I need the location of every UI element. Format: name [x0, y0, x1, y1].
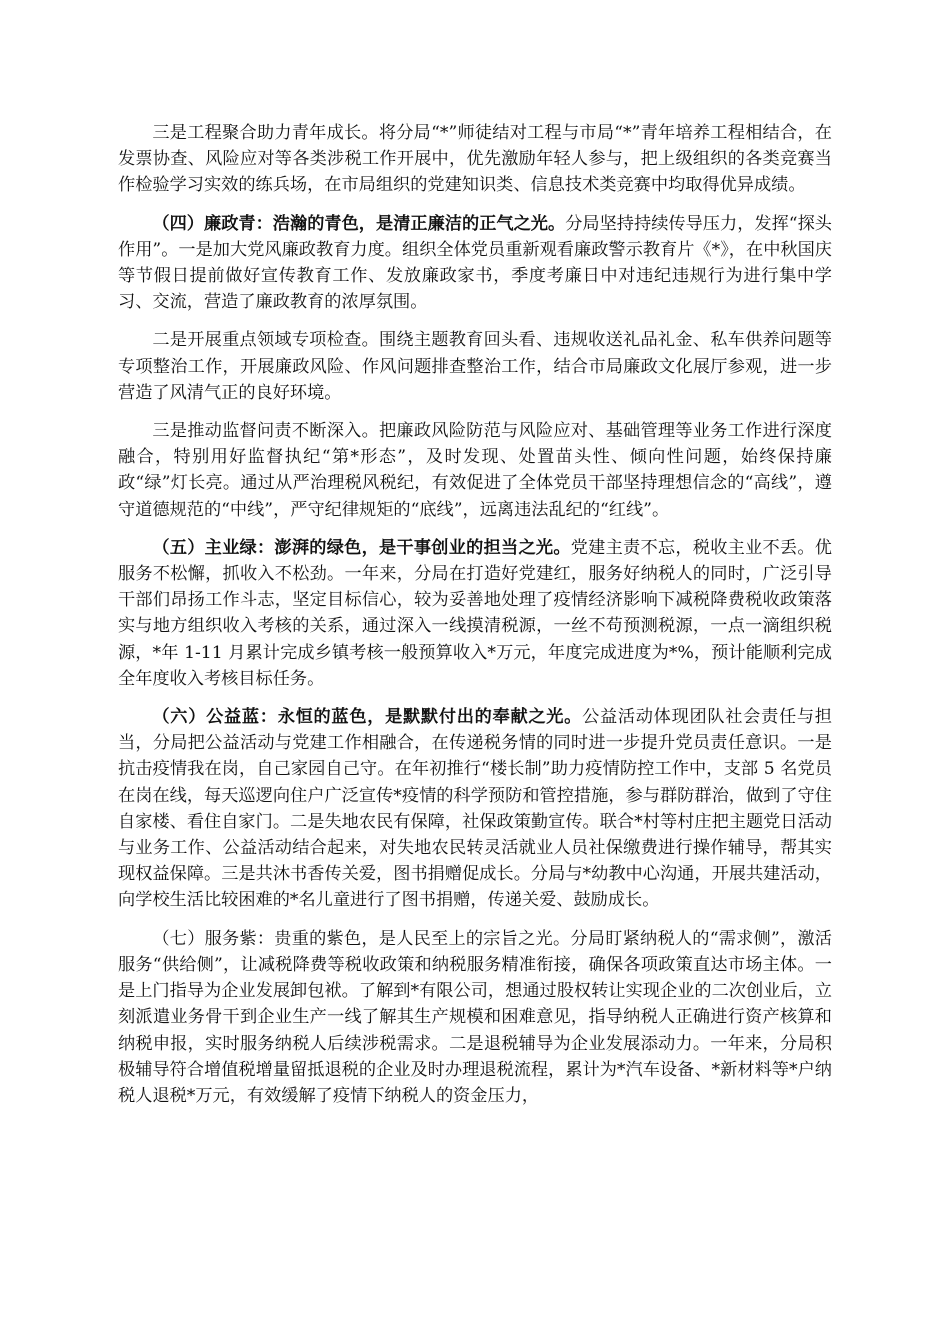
- paragraph-lead: （六）公益蓝：永恒的蓝色，是默默付出的奉献之光。: [152, 707, 583, 728]
- paragraph-text: 三是推动监督问责不断深入。把廉政风险防范与风险应对、基础管理等业务工作进行深度融合，特别用好监督执纪“第*形态”，及时发现、处置苗头性、倾向性问题，始终保持廉政“绿”灯长亮。通过从严治理税风税纪，有效促进了全体党员干部坚持理想信念的“高线”，遵守道德规范的“中线”，严守纪律规矩的“底线”，远离违法乱纪的“红线”。: [118, 421, 832, 520]
- paragraph-main-business-green: [118, 535, 832, 692]
- paragraph-text: 二是开展重点领域专项检查。围绕主题教育回头看、违规收送礼品礼金、私车供养问题等专项整治工作，开展廉政风险、作风问题排查整治工作，结合市局廉政文化展厅参观，进一步营造了风清气正的良好环境。: [118, 330, 832, 403]
- paragraph-supervision: [118, 418, 832, 523]
- paragraph-text: 公益活动体现团队社会责任与担当，分局把公益活动与党建工作相融合，在传递税务情的同时进一步提升党员责任意识。一是抗击疫情我在岗，自己家园自己守。在年初推行“楼长制”助力疫情防控工作中，支部 5 名党员在岗在线，每天巡逻向住户广泛宣传*疫情的科学预防和管控措施，参与群防群治，做到了守住自家楼、看住自家门。二是失地农民有保障，社保政策勤宣传。联合*村等村庄把主题党日活动与业务工作、公益活动结合起来，对失地农民转灵活就业人员社保缴费进行操作辅导，帮其实现权益保障。三是共沐书香传关爱，图书捐赠促成长。分局与*幼教中心沟通，开展共建活动，向学校生活比较困难的*名儿童进行了图书捐赠，传递关爱、鼓励成长。: [118, 707, 832, 911]
- paragraph-service-purple: [118, 926, 832, 1109]
- paragraph-text: 分局坚持持续传导压力，发挥“探头作用”。一是加大党风廉政教育力度。组织全体党员重新观看廉政警示教育片《*》，在中秋国庆等节假日提前做好宣传教育工作、发放廉政家书，季度考廉日中对违纪违规行为进行集中学习、交流，营造了廉政教育的浓厚氛围。: [118, 213, 832, 313]
- paragraph-text: （七）服务紫：贵重的紫色，是人民至上的宗旨之光。分局盯紧纳税人的“需求侧”，激活服务“供给侧”，让减税降费等税收政策和纳税服务精准衔接，确保各项政策直达市场主体。一是上门指导为企业发展卸包袱。了解到*有限公司，想通过股权转让实现企业的二次创业后，立刻派遣业务骨干到企业生产一线了解其生产规模和困难意见，指导纳税人正确进行资产核算和纳税申报，实时服务纳税人后续涉税需求。二是退税辅导为企业发展添动力。一年来，分局积极辅导符合增值税增量留抵退税的企业及时办理退税流程，累计为*汽车设备、*新材料等*户纳税人退税*万元，有效缓解了疫情下纳税人的资金压力，: [118, 928, 832, 1106]
- paragraph-youth-growth: [118, 120, 832, 199]
- paragraph-lead: （四）廉政青：浩瀚的青色，是清正廉洁的正气之光。: [152, 213, 566, 234]
- paragraph-integrity-cyan: [118, 211, 832, 316]
- paragraph-text: 党建主责不忘，税收主业不丢。优服务不松懈，抓收入不松劲。一年来，分局在打造好党建红，服务好纳税人的同时，广泛引导干部们昂扬工作斗志，坚定目标信心，较为妥善地处理了疫情经济影响下减税降费税收政策落实与地方组织收入考核的关系，通过深入一线摸清税源，一丝不苟预测税源，一点一滴组织税源，*年 1-11 月累计完成乡镇考核一般预算收入*万元，年度完成进度为*%，预计能顺利完成全年度收入考核目标任务。: [118, 537, 832, 689]
- paragraph-public-welfare-blue: [118, 704, 832, 914]
- paragraph-special-inspection: [118, 327, 832, 406]
- paragraph-text: 三是工程聚合助力青年成长。将分局“*”师徒结对工程与市局“*”青年培养工程相结合，在发票协查、风险应对等各类涉税工作开展中，优先激励年轻人参与，把上级组织的各类竞赛当作检验学习实效的练兵场，在市局组织的党建知识类、信息技术类竞赛中均取得优异成绩。: [118, 123, 832, 196]
- paragraph-lead: （五）主业绿：澎湃的绿色，是干事创业的担当之光。: [152, 537, 571, 558]
